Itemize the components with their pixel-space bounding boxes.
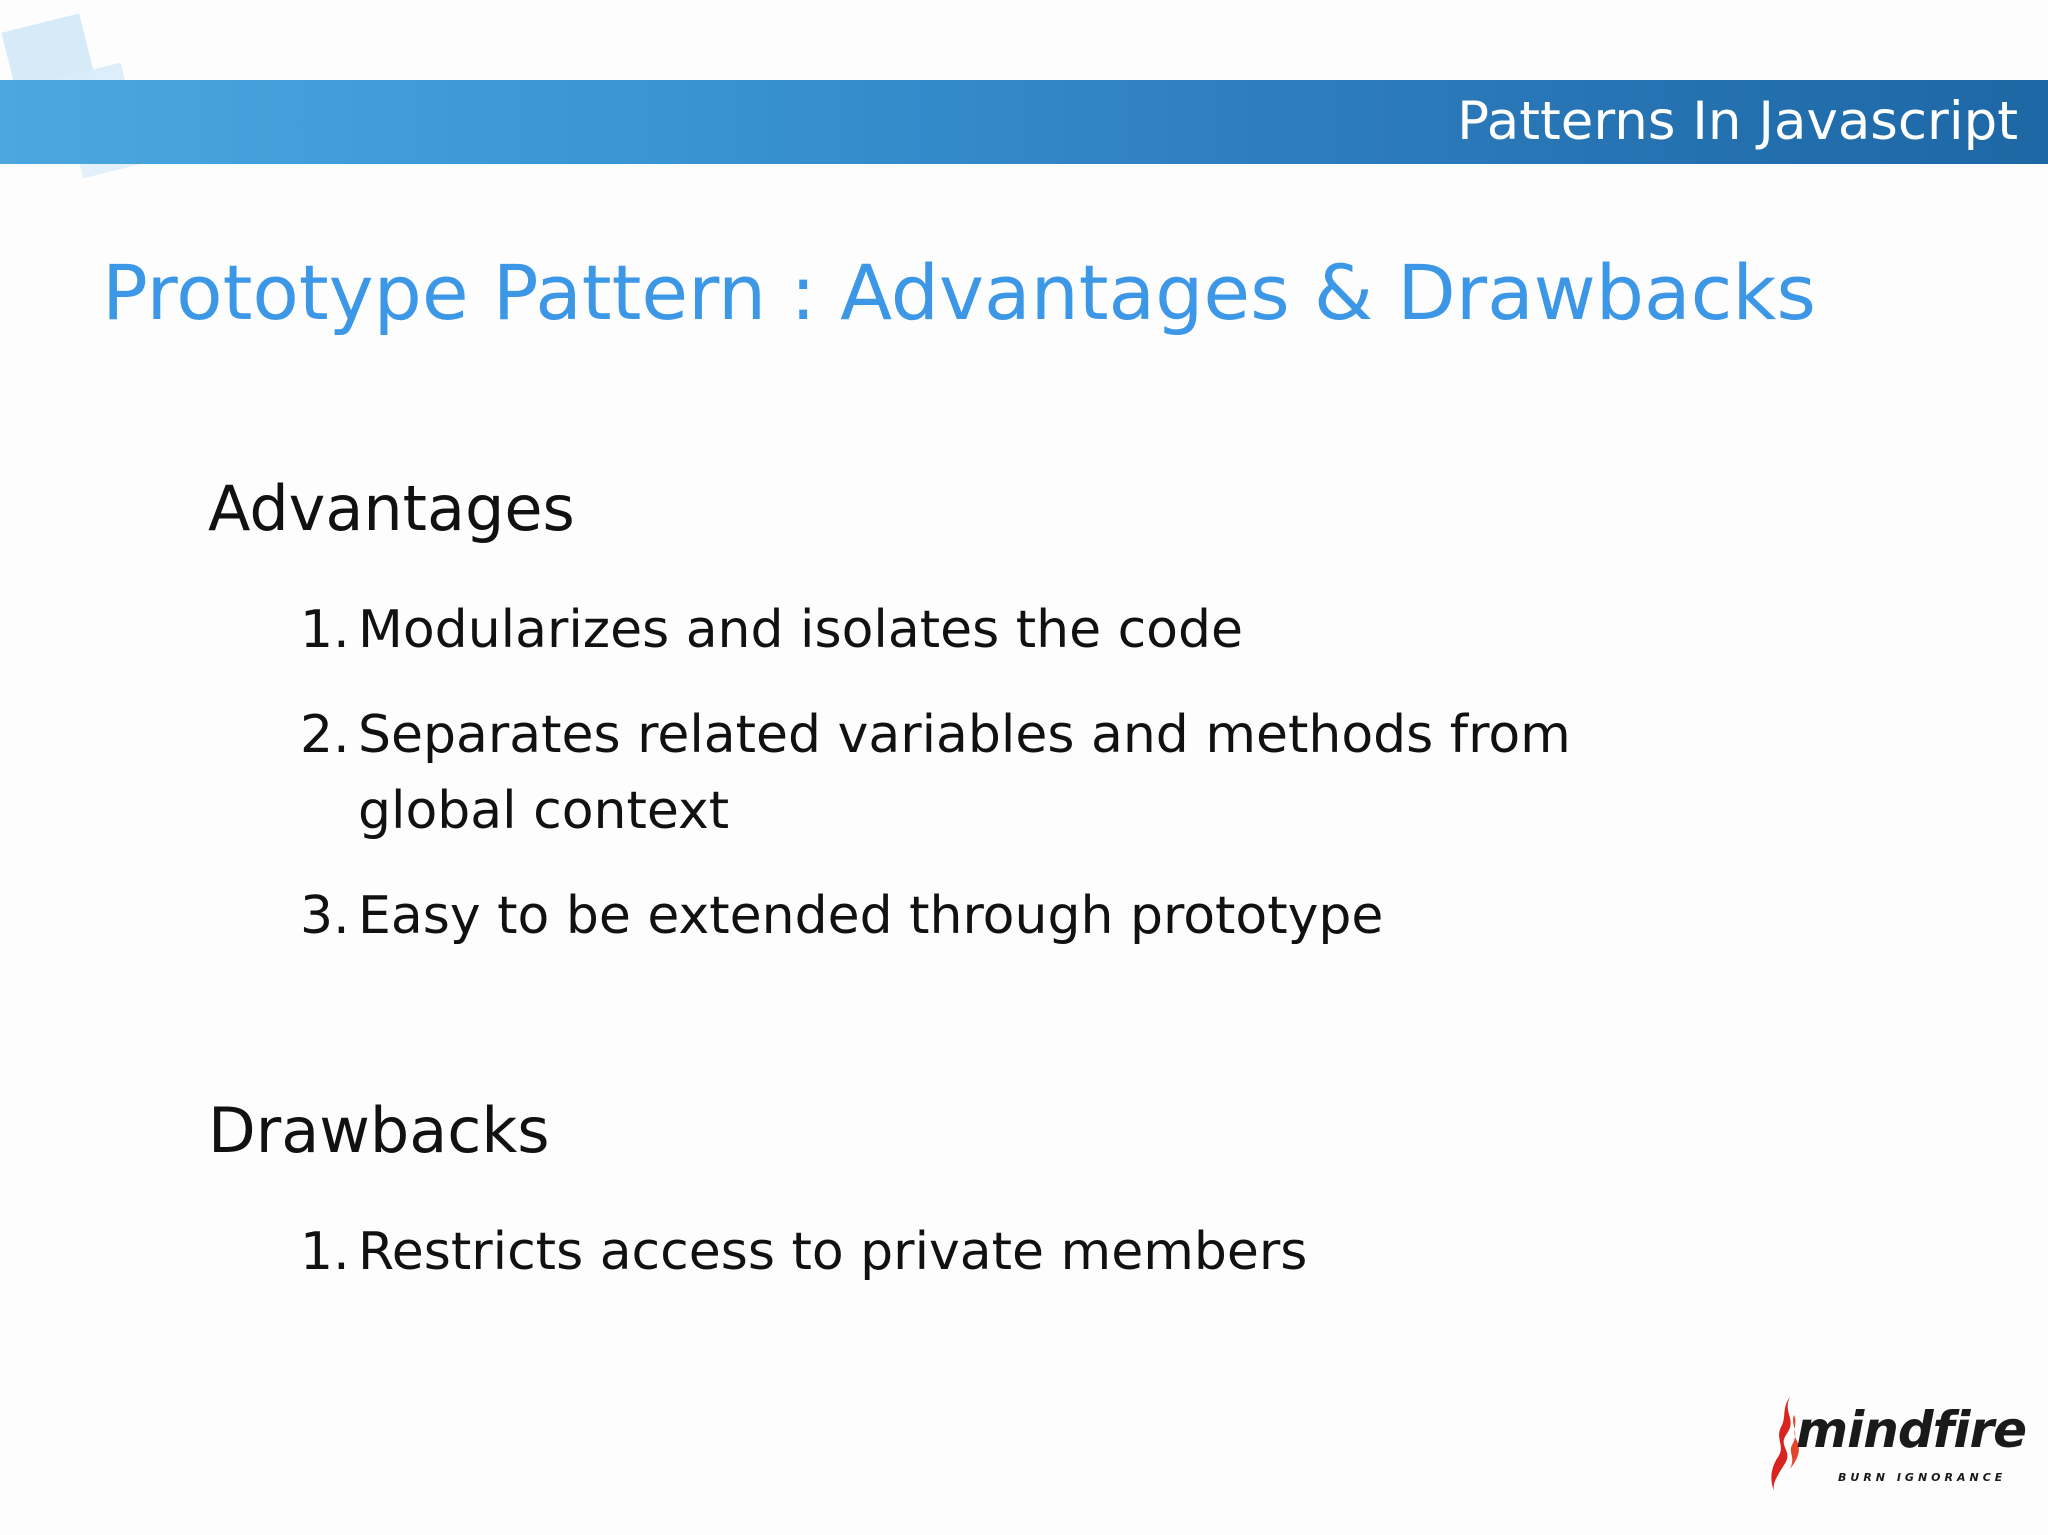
header-title: Patterns In Javascript [1457, 91, 2018, 152]
list-item-text: Restricts access to private members [358, 1222, 1308, 1282]
list-item [300, 592, 1760, 668]
list-item-number: 1. [300, 600, 350, 660]
list-item-number: 1. [300, 1222, 350, 1282]
list-item [300, 878, 1760, 954]
list-item-number: 2. [300, 705, 350, 765]
list-item [300, 1214, 1760, 1290]
list-item-number: 3. [300, 886, 350, 946]
list-item [300, 697, 1740, 849]
slide-title: Prototype Pattern : Advantages & Drawbacks [102, 248, 1817, 337]
section-heading-drawbacks: Drawbacks [208, 1094, 550, 1167]
list-item-text: Separates related variables and methods from global context [358, 705, 1571, 841]
section-heading-advantages: Advantages [208, 472, 575, 545]
logo-tagline: BURN IGNORANCE [1838, 1471, 2007, 1484]
list-item-text: Modularizes and isolates the code [358, 600, 1243, 660]
logo-wordmark: mindfire [1796, 1401, 2027, 1459]
list-item-text: Easy to be extended through prototype [358, 886, 1384, 946]
mindfire-logo [1768, 1395, 2027, 1495]
